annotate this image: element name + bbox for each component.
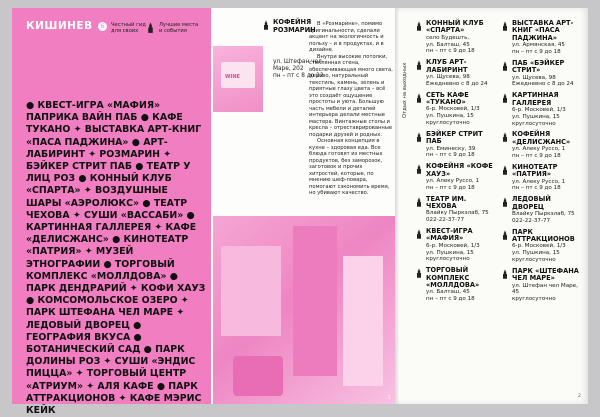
venue-detail: ул. Балташ, 45: [426, 41, 470, 48]
landmark-icon: [415, 60, 423, 70]
venue-detail: ул. Алеку Руссо, 1: [512, 178, 566, 185]
venue-title: ПАРК «ШТЕФАНА ЧЕЛ МАРЕ»: [512, 266, 579, 283]
cafe-address: ул. Штефан чел Маре, 202 пн – пт с 8 до 22: [273, 59, 324, 80]
places-list-text: ● КВЕСТ-ИГРА «МАФИЯ» ПАПРИКА ВАЙН ПАБ ● КАФЕ ТУКАНО ✦ ВЫСТАВКА АРТ-КНИГ «ПАСА ПАДЖИНА» ● АРТ-ЛАБИРИНТ ✦ РОЗМАРИН ✦ БЭЙКЕР СТРИТ ПАБ ● ТЕАТР У ЛИЦ РОЗ ● КОННЫЙ КЛУБ «СПАРТА» ✦ ВОЗДУШНЫЕ ШАРЫ «АЭРОЛЮКС» ● ТЕАТР ЧЕХОВА ✦ СУШИ «ВАССАБИ» ● КАРТИННАЯ ГАЛЛЕРЕЯ ✦ КАФЕ «ДЕЛИСЖАНС» ● КИНОТЕАТР «ПАТРИЯ» ✦ МУЗЕЙ ЭТНОГРАФИИ ● ТОРГОВЫЙ КОМПЛЕКС «МОЛЛДОВА» ● ПАРК ДЕНДРАРИЙ ✦ КОФИ ХАУЗ ● КОМСОМОЛЬСКОЕ ОЗЕРО ✦ ПАРК ШТЕФАНА ЧЕЛ МАРЕ ✦ ЛЕДОВЫЙ ДВОРЕЦ ● ГЕОГРАФИЯ ВКУСА ● БОТАНИЧЕСКИЙ САД ● ПАРК ДОЛИНЫ РОЗ ✦ СУШИ «ЭНДИС ПИЦЦА» ✦ ТОРГОВЫЙ ЦЕНТР «АТРИУМ» ✦ АЛЯ КАФЕ ● ПАРК АТТРАКЦИОНОВ ✦ КАФЕ МЭРИС КЕЙК: [26, 100, 206, 417]
venue-entry: [415, 92, 497, 127]
venue-detail: 6-р. Московей, 1/3: [512, 243, 566, 250]
venue-entry: [415, 20, 497, 55]
venue-entry: [415, 228, 497, 263]
venue-detail: Влайку Пыркэлаб, 75: [512, 211, 575, 218]
venue-detail: круглосуточно: [512, 296, 556, 303]
venue-detail: круглосуточно: [512, 257, 556, 264]
landmark-icon: [415, 164, 423, 174]
venue-title: КАРТИННАЯ ГАЛЛЕРЕЯ: [512, 91, 559, 107]
landmark-icon: [501, 61, 509, 71]
venue-detail: ул. Пушкина, 15: [512, 250, 560, 257]
issue-number: 6: [98, 22, 107, 31]
landmark-icon: [501, 269, 509, 279]
landmark-icon: [501, 21, 509, 31]
venues-column-1: [415, 20, 497, 307]
landmark-icon: [501, 230, 509, 240]
header-places: [146, 22, 198, 34]
venue-title: КОННЫЙ КЛУБ «СПАРТА»: [426, 19, 484, 35]
venue-title: ВЫСТАВКА АРТ-КНИГ «ПАСА ПАДЖИНА»: [512, 19, 574, 42]
venue-detail: ул. Пушкина, 15: [426, 113, 474, 120]
venue-detail: Ежедневно с 8 до 24: [512, 81, 574, 88]
venue-detail: ул. Щусева, 98: [426, 74, 470, 81]
venue-detail: круглосуточно: [426, 120, 470, 127]
venue-detail: пн – пт с 9 до 18: [426, 184, 475, 191]
page-gutter: [395, 8, 399, 404]
venue-title: КОФЕЙНЯ «ДЕЛИСЖАНС»: [512, 130, 571, 146]
header-guide: [98, 22, 146, 34]
venue-title: СЕТЬ КАФЕ «ТУКАНО»: [426, 90, 469, 107]
venue-detail: круглосуточно: [512, 120, 556, 127]
venue-title: КЛУБ АРТ-ЛАБИРИНТ: [426, 58, 468, 74]
venue-entry: [501, 92, 585, 127]
venue-title: КИНОТЕАТР «ПАТРИЯ»: [512, 162, 558, 179]
venue-detail: ул. Щусева, 98: [512, 74, 556, 81]
venue-detail: Ежедневно с 8 до 24: [426, 80, 488, 87]
landmark-icon: [501, 93, 509, 103]
brochure-spread: [12, 8, 588, 417]
venue-entry: [501, 20, 585, 56]
landmark-icon: [415, 21, 423, 31]
venue-title: ПАРК АТТРАКЦИОНОВ: [512, 227, 575, 244]
venue-detail: 6-р. Московей, 1/3: [426, 242, 480, 249]
venue-title: БЭЙКЕР СТРИТ ПАБ: [426, 129, 483, 146]
venue-detail: пн – пт с 9 до 18: [512, 153, 561, 160]
header-places-text: Лучшие места и события: [159, 22, 199, 35]
section-side-label: Отдых на выходных: [402, 62, 408, 118]
article-paragraph: Основная концепция в кухне – здоровая еда. Все блюда готовят из местных продуктов, без заморозок, заготовок и прочих хитростей, которые, по мнению шеф-повара, помогают сэкономить время, но убивают качество.: [309, 138, 390, 196]
venue-detail: ул. Пушкина, 15: [512, 113, 560, 120]
venue-title: КОФЕЙНЯ «КОФЕ ХАУЗ»: [426, 162, 493, 178]
venue-title: ЛЕДОВЫЙ ДВОРЕЦ: [512, 195, 551, 211]
page-number-1: 1: [388, 396, 391, 401]
venue-detail: село Будешть,: [426, 34, 470, 41]
venue-entry: [415, 163, 497, 191]
venue-detail: пн – пт с 9 до 18: [512, 49, 561, 56]
venues-column-2: [501, 20, 585, 307]
venue-entry: [501, 131, 585, 159]
cafe-photo-small: [213, 46, 263, 112]
landmark-icon: [415, 268, 423, 278]
venue-detail: ул. Пушкина, 15: [426, 249, 474, 256]
article-paragraph: Внутри высокие потолки, стеклянная стена, обеспечивающая много света, дерево, натуральный текстиль, камень, зелень и приятные глазу цвета – всё это создаёт ощущение простоты и уюта. Большую часть мебели и деталей интерьера делали местные мастера. Винтажные столы и кресла – отреставрированные подарки друзей и родных.: [309, 53, 393, 138]
landmark-icon: [415, 197, 423, 207]
venue-entry: [501, 164, 585, 192]
venue-detail: 6-р. Московей, 1/3: [512, 107, 566, 114]
venue-detail: пн – пт с 9 до 18: [426, 48, 475, 55]
venue-detail: пн – пт с 9 до 18: [426, 152, 475, 159]
header-guide-text: Честный гид для своих: [111, 22, 146, 35]
venue-detail: 6-р. Московей, 1/3: [426, 106, 480, 113]
venue-detail: Влайку Пыркэлаб, 75: [426, 210, 489, 217]
venue-detail: пн – пт с 9 до 18: [512, 185, 561, 192]
landmark-icon: [501, 197, 509, 207]
venue-detail: круглосуточно: [426, 256, 470, 263]
venue-entry: [501, 60, 585, 88]
venue-title: ТЕАТР ИМ. ЧЕХОВА: [426, 194, 467, 211]
venue-entry: [415, 131, 497, 159]
photo-wine-text: WINE: [225, 74, 240, 80]
venue-entry: [415, 267, 497, 303]
landmark-icon: [146, 22, 155, 33]
venue-detail: ул. Алеку Руссо, 1: [512, 146, 566, 153]
page-number-2: 2: [578, 394, 581, 399]
venue-detail: 022-22-37-77: [512, 217, 551, 224]
cafe-article: [309, 21, 393, 197]
landmark-icon: [415, 229, 423, 239]
landmark-icon: [262, 20, 270, 30]
venue-entry: [415, 59, 497, 87]
venue-detail: ул. Алеку Руссо, 1: [426, 178, 480, 185]
landmark-icon: [415, 93, 423, 103]
venue-detail: 022-22-37-77: [426, 217, 465, 224]
venue-entry: [501, 229, 585, 264]
venue-detail: пн – пт с 9 до 18: [426, 296, 475, 303]
venue-entry: [501, 196, 585, 224]
venue-entry: [501, 268, 585, 303]
venue-title: КВЕСТ-ИГРА «МАФИЯ»: [426, 227, 473, 243]
venue-detail: ул. Балташ, 45: [426, 289, 470, 296]
landmark-icon: [501, 165, 509, 175]
landmark-icon: [415, 132, 423, 142]
landmark-icon: [501, 132, 509, 142]
venue-detail: ул. Армянская, 45: [512, 42, 565, 49]
cafe-interior-photo: [213, 216, 395, 404]
venue-title: ПАБ «БЭЙКЕР СТРИТ»: [512, 58, 565, 75]
venue-entry: [415, 196, 497, 224]
venue-detail: ул. Еминеску, 39: [426, 145, 476, 152]
city-title: КИШИНЕВ: [26, 20, 93, 32]
venue-detail: ул. Штефан чел Маре, 45: [512, 282, 578, 296]
places-list: [26, 100, 206, 417]
venue-title: ТОРГОВЫЙ КОМПЛЕКС «МОЛЛДОВА»: [426, 266, 480, 290]
cafe-title: КОФЕЙНЯ РОЗМАРИН: [273, 18, 316, 34]
article-paragraph: В «Розмарине», помимо оригинальности, сделали акцент на экологичность и пользу – и в продуктах, и в дизайне.: [309, 21, 384, 53]
